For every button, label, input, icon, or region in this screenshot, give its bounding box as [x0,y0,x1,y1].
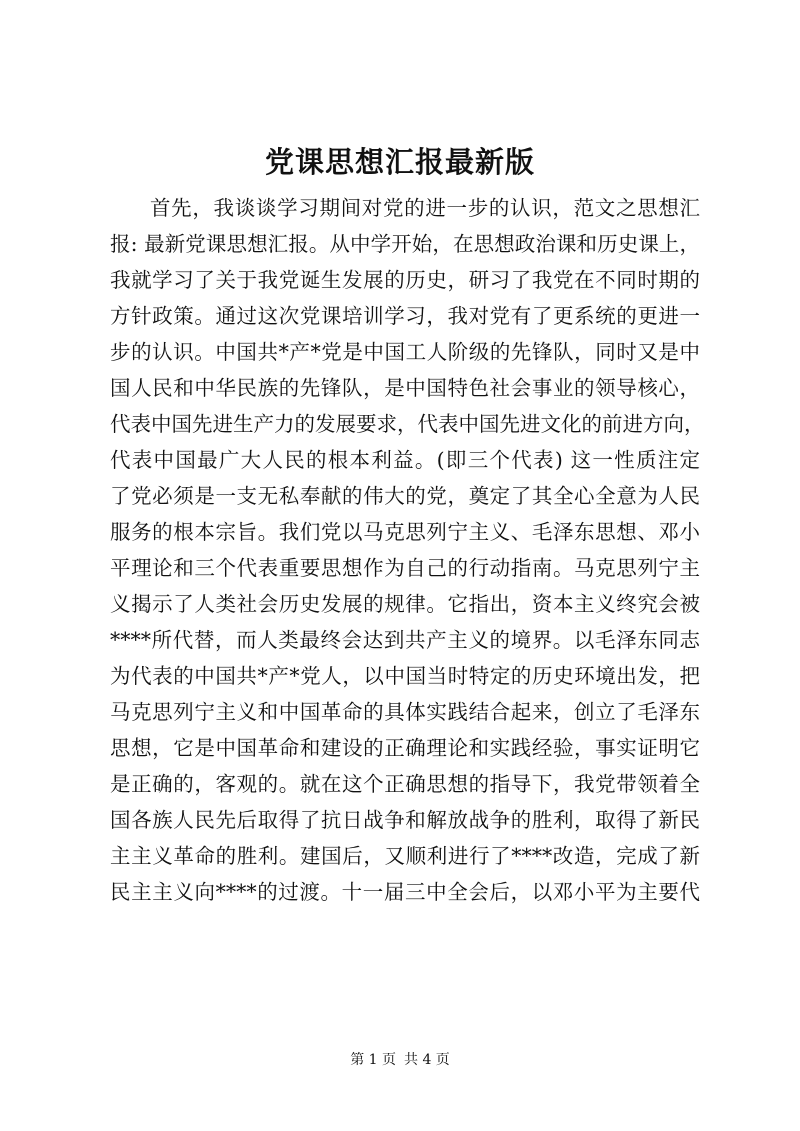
body-line-18: 国各族人民先后取得了抗日战争和解放战争的胜利，取得了新民 [110,808,700,832]
body-line-14: 为代表的中国共*产*党人，以中国当时特定的历史环境出发，把 [110,664,700,688]
document-title: 党课思想汇报最新版 [264,145,535,179]
body-line-6: 国人民和中华民族的先锋队，是中国特色社会事业的领导核心， [110,376,700,400]
body-line-17: 是正确的，客观的。就在这个正确思想的指导下，我党带领着全 [110,772,700,796]
body-line-16: 思想，它是中国革命和建设的正确理论和实践经验，事实证明它 [110,736,700,760]
body-line-10: 服务的根本宗旨。我们党以马克思列宁主义、毛泽东思想、邓小 [110,520,700,544]
body-line-5: 步的认识。中国共*产*党是中国工人阶级的先锋队，同时又是中 [110,340,700,364]
body-line-9: 了党必须是一支无私奉献的伟大的党，奠定了其全心全意为人民 [110,484,700,508]
body-line-2: 报: 最新党课思想汇报。从中学开始，在思想政治课和历史课上， [110,232,700,256]
body-line-11: 平理论和三个代表重要思想作为自己的行动指南。马克思列宁主 [110,556,700,580]
page-total: 共 4 页 [404,1052,450,1068]
body-line-3: 我就学习了关于我党诞生发展的历史，研习了我党在不同时期的 [110,268,700,292]
body-line-4: 方针政策。通过这次党课培训学习，我对党有了更系统的更进一 [110,304,700,328]
body-line-13: ****所代替，而人类最终会达到共产主义的境界。以毛泽东同志 [110,628,700,652]
body-line-20: 民主主义向****的过渡。十一届三中全会后，以邓小平为主要代 [110,880,700,904]
document-body [110,190,705,910]
body-line-1: 首先，我谈谈学习期间对党的进一步的认识，范文之思想汇 [150,196,700,220]
body-line-8: 代表中国最广大人民的根本利益。(即三个代表) 这一性质注定 [110,448,700,472]
page-footer [0,1050,800,1070]
body-line-15: 马克思列宁主义和中国革命的具体实践结合起来，创立了毛泽东 [110,700,700,724]
body-line-19: 主主义革命的胜利。建国后，又顺利进行了****改造，完成了新 [110,844,700,868]
page-number: 第 1 页 [350,1052,396,1068]
body-line-7: 代表中国先进生产力的发展要求，代表中国先进文化的前进方向， [110,412,705,436]
body-line-12: 义揭示了人类社会历史发展的规律。它指出，资本主义终究会被 [110,592,700,616]
